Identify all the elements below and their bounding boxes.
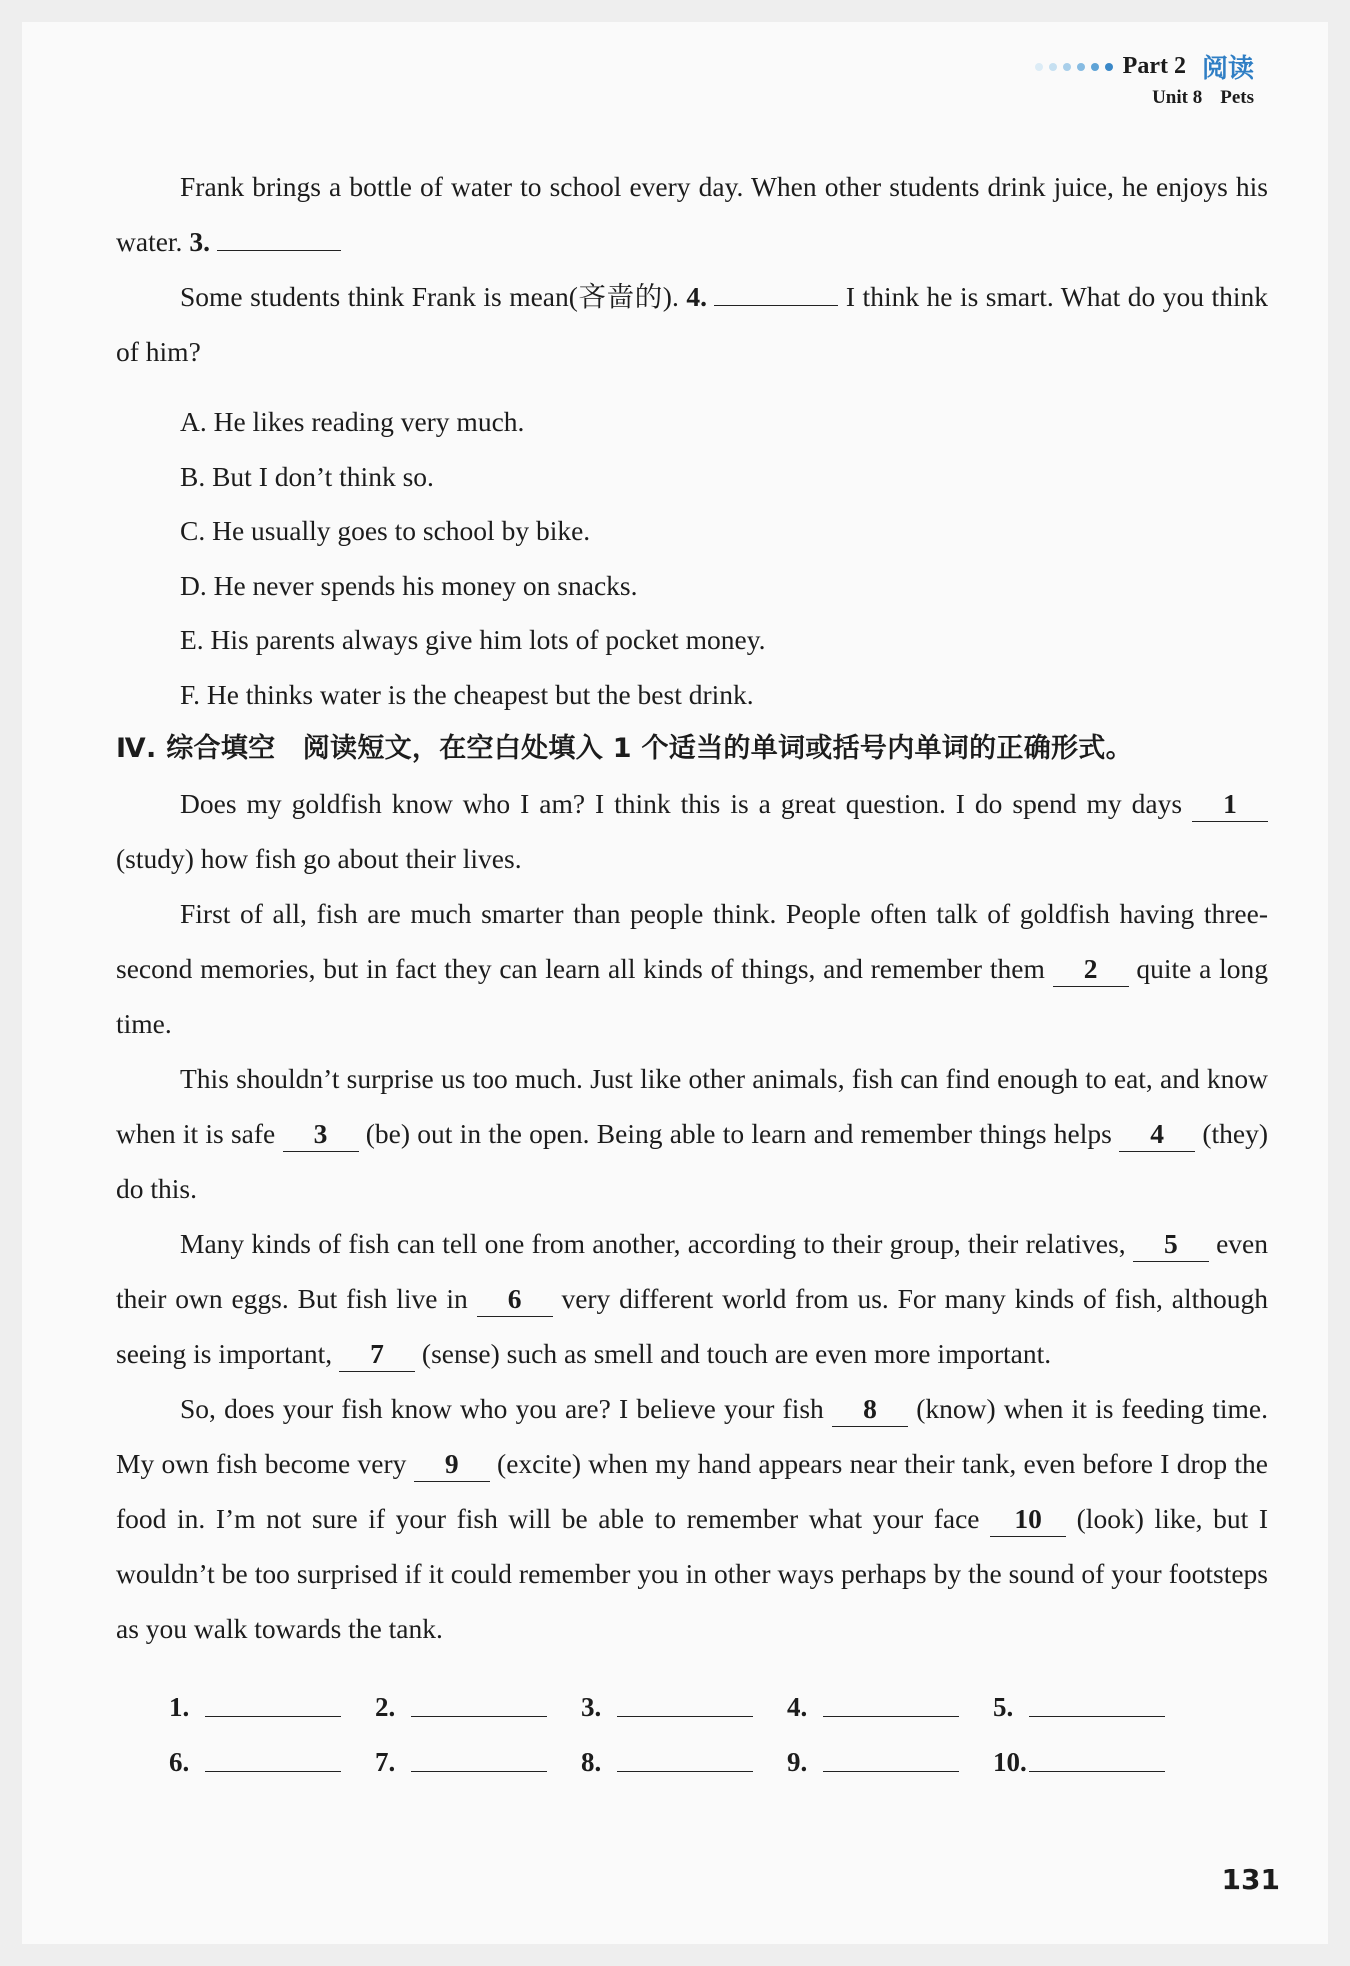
- paragraph-text: (be) out in the open. Being able to learn and remember things helps: [365, 1118, 1112, 1149]
- paragraph-text: I think he is smart. What do you think of him?: [116, 281, 1269, 367]
- answer-slot[interactable]: [581, 1692, 787, 1723]
- answer-line[interactable]: [823, 1769, 959, 1772]
- main-content: [116, 159, 1268, 1778]
- decorative-dots: [1035, 63, 1113, 71]
- cloze-blank[interactable]: 5: [1133, 1227, 1209, 1262]
- answer-blank[interactable]: [217, 250, 341, 251]
- cloze-paragraph: [116, 1381, 1268, 1656]
- paragraph-text: Frank brings a bottle of water to school every day. When other students drink juice, he enjoys his water.: [116, 171, 1268, 257]
- answer-blank[interactable]: [714, 305, 838, 306]
- answer-slot[interactable]: [169, 1747, 375, 1778]
- dot-icon: [1091, 63, 1099, 71]
- unit-label: Unit 8: [1152, 87, 1203, 108]
- unit-line: [1035, 87, 1254, 109]
- answer-slot[interactable]: [787, 1747, 993, 1778]
- dot-icon: [1035, 63, 1043, 71]
- answer-label: 9.: [787, 1747, 808, 1777]
- answer-line[interactable]: [411, 1769, 547, 1772]
- paragraph-text: Some students think Frank is mean(吝啬的).: [180, 281, 679, 312]
- paragraph-text: This shouldn’t surprise us too much. Just like other animals, fish can find enough to eat, and know when it is safe: [116, 1063, 1268, 1149]
- answer-slot[interactable]: [375, 1747, 581, 1778]
- paragraph-text: (know) when it is feeding time. My own fish become very: [116, 1393, 1269, 1479]
- answer-label: 7.: [375, 1747, 396, 1777]
- answer-label: 5.: [993, 1692, 1014, 1722]
- answer-grid: [116, 1668, 1268, 1778]
- answer-row: [116, 1668, 1268, 1723]
- dot-icon: [1105, 63, 1113, 71]
- option-item: A. He likes reading very much.: [180, 406, 525, 437]
- answer-line[interactable]: [1029, 1714, 1165, 1717]
- option-item: E. His parents always give him lots of pocket money.: [180, 624, 766, 655]
- answer-line[interactable]: [411, 1714, 547, 1717]
- answer-line[interactable]: [205, 1714, 341, 1717]
- answer-label: 2.: [375, 1692, 396, 1722]
- answer-slot[interactable]: [993, 1692, 1223, 1723]
- answer-slot[interactable]: [787, 1692, 993, 1723]
- cloze-blank[interactable]: 3: [283, 1117, 359, 1152]
- cloze-blank[interactable]: 2: [1053, 952, 1129, 987]
- cloze-blank[interactable]: 10: [990, 1502, 1066, 1537]
- answer-label: 8.: [581, 1747, 602, 1777]
- answer-line[interactable]: [1029, 1769, 1165, 1772]
- passage-paragraph: [116, 159, 1268, 269]
- answer-slot[interactable]: [993, 1747, 1223, 1778]
- paragraph-text: very different world from us. For many kinds of fish, although seeing is important,: [116, 1283, 1269, 1369]
- cloze-paragraph: [116, 776, 1268, 886]
- cloze-paragraph: [116, 886, 1268, 1051]
- part-label: Part 2: [1122, 53, 1186, 79]
- paragraph-text: even their own eggs. But fish live in: [116, 1228, 1269, 1314]
- answer-label: 6.: [169, 1747, 190, 1777]
- cloze-blank[interactable]: 6: [477, 1282, 553, 1317]
- answer-slot[interactable]: [169, 1692, 375, 1723]
- page: [22, 22, 1328, 1944]
- cloze-blank[interactable]: 1: [1192, 787, 1268, 822]
- paragraph-text: (excite) when my hand appears near their tank, even before I drop the food in. I’m not sure if your fish will be able to remember what your face: [116, 1448, 1269, 1534]
- answer-line[interactable]: [617, 1769, 753, 1772]
- answer-label: 1.: [169, 1692, 190, 1722]
- paragraph-text: First of all, fish are much smarter than people think. People often talk of goldfish having three-second memories, but in fact they can learn all kinds of things, and remember them: [116, 898, 1268, 984]
- answer-line[interactable]: [205, 1769, 341, 1772]
- unit-topic: Pets: [1220, 87, 1254, 108]
- option-list: [116, 395, 1268, 722]
- answer-label: 4.: [787, 1692, 808, 1722]
- paragraph-text: So, does your fish know who you are? I believe your fish: [180, 1393, 824, 1424]
- cloze-paragraph: [116, 1216, 1268, 1381]
- question-number: 3.: [189, 226, 210, 257]
- paragraph-text: (they) do this.: [116, 1118, 1269, 1204]
- paragraph-text: Many kinds of fish can tell one from another, according to their group, their relatives,: [180, 1228, 1126, 1259]
- option-item: C. He usually goes to school by bike.: [180, 515, 591, 546]
- answer-slot[interactable]: [581, 1747, 787, 1778]
- paragraph-text: Does my goldfish know who I am? I think this is a great question. I do spend my days: [180, 788, 1183, 819]
- question-number: 4.: [686, 281, 707, 312]
- page-number: 131: [1221, 1863, 1280, 1896]
- option-item: D. He never spends his money on snacks.: [180, 569, 638, 601]
- answer-label: 10.: [993, 1747, 1027, 1777]
- cloze-blank[interactable]: 4: [1119, 1117, 1195, 1152]
- answer-label: 3.: [581, 1692, 602, 1722]
- dot-icon: [1077, 63, 1085, 71]
- paragraph-text: (study) how fish go about their lives.: [116, 843, 522, 874]
- cloze-blank[interactable]: 8: [832, 1392, 908, 1427]
- option-item: F. He thinks water is the cheapest but the best drink.: [180, 678, 754, 710]
- dot-icon: [1049, 63, 1057, 71]
- answer-line[interactable]: [617, 1714, 753, 1717]
- answer-slot[interactable]: [375, 1692, 581, 1723]
- cloze-paragraph: [116, 1051, 1268, 1216]
- section-label: 阅读: [1201, 54, 1254, 84]
- running-header: [1035, 48, 1254, 109]
- answer-line[interactable]: [823, 1714, 959, 1717]
- cloze-blank[interactable]: 9: [414, 1447, 490, 1482]
- dot-icon: [1063, 63, 1071, 71]
- section-title: Ⅳ. 综合填空 阅读短文，在空白处填入 1 个适当的单词或括号内单词的正确形式。: [116, 733, 1133, 764]
- passage-paragraph: [116, 269, 1268, 379]
- answer-row: [116, 1723, 1268, 1778]
- paragraph-text: (look) like, but I wouldn’t be too surprised if it could remember you in other ways perhaps by the sound of your footsteps as you walk towards the tank.: [116, 1503, 1268, 1644]
- paragraph-text: (sense) such as smell and touch are even more important.: [421, 1338, 1052, 1369]
- paragraph-text: quite a long time.: [116, 953, 1269, 1039]
- option-item: B. But I don’t think so.: [180, 460, 434, 492]
- cloze-blank[interactable]: 7: [339, 1337, 415, 1372]
